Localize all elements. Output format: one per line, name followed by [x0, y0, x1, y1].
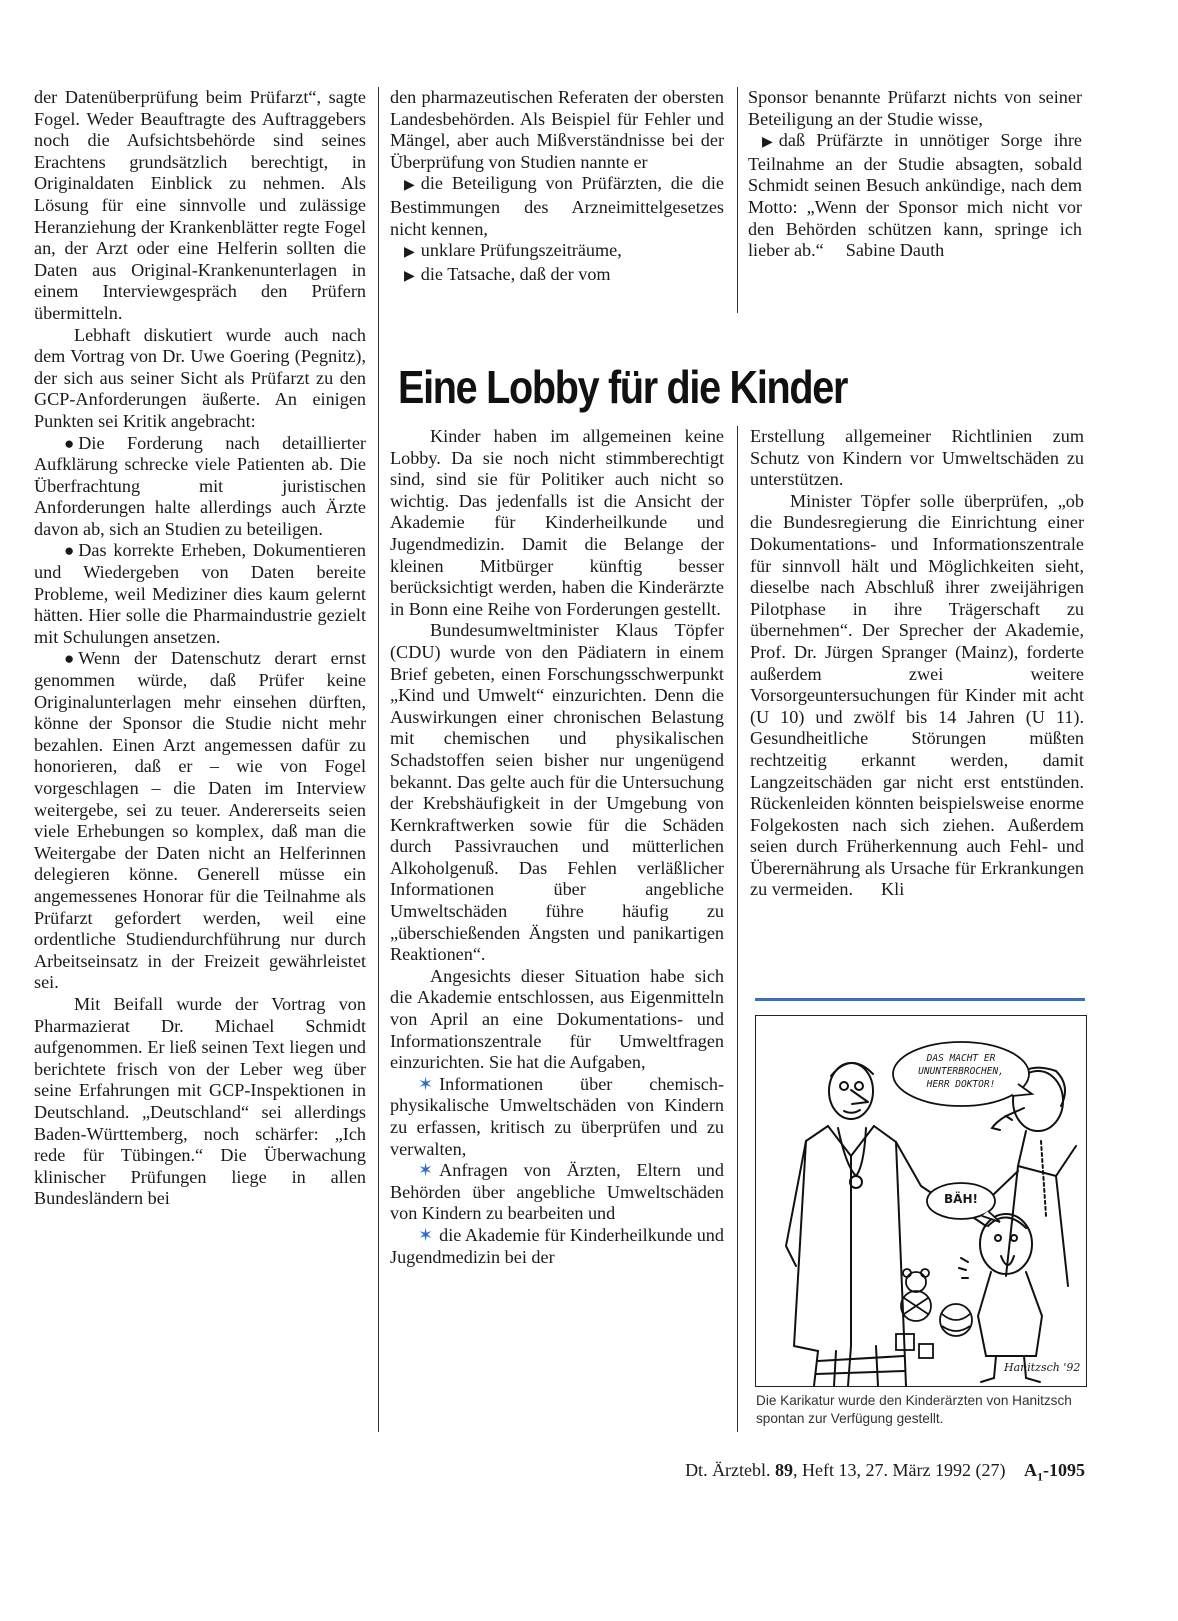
paragraph: Lebhaft diskutiert wurde auch nach dem Vortrag von Dr. Uwe Goering (Pegnitz), der sich aus seiner Sicht als Prüfarzt zu den GCP-Anforderungen äußerte. An einigen Punkten sei Kritik angebracht: [34, 324, 366, 431]
bullet-item: ● Die Forderung nach detaillierter Aufklärung schrecke viele Patienten ab. Die Überfrachtung mit juristischen Anforderungen halte allerdings auch Ärzte davon ab, sich an Studien zu beteiligen. [34, 432, 366, 539]
triangle-bullet-icon: ▶ [762, 135, 773, 151]
bullet-item: ▶ die Tatsache, daß der vom [390, 264, 724, 288]
triangle-bullet-icon: ▶ [404, 245, 415, 261]
page-number: -1095 [1043, 1460, 1085, 1480]
journal-name: Dt. Ärztebl. [685, 1460, 771, 1480]
blue-divider [755, 998, 1085, 1001]
bullet-item: ▶ unklare Prüfungszeiträume, [390, 240, 724, 264]
page-footer [640, 1459, 1085, 1488]
paragraph: der Datenüberprüfung beim Prüfarzt“, sagte Fogel. Weder Beauftragte des Auftraggebers noch die Aufsichtsbehörde sind seines Erachtens grundsätzlich berechtigt, in Originaldaten Einblick zu nehmen. Als Lösung für eine sinnvolle und zulässige Heranziehung der Krankenblätter regte Fogel an, der Arzt oder eine Helferin sollten die Daten aus Original-Krankenunterlagen in einem Interviewgespräch den Prüfern übermitteln. [34, 87, 366, 323]
paragraph: Minister Töpfer solle überprüfen, „ob die Bundesregierung die Einrichtung einer Dokumentations- und Informationszentrale für sinnvoll hält und Möglichkeiten sieht, dieselbe nach Abschluß ihrer zweijährigen Pilotphase in ihre Trägerschaft zu übernehmen“. Der Sprecher der Akademie, Prof. Dr. Jürgen Spranger (Mainz), forderte außerdem zwei weitere Vorsorgeuntersuchungen für Kinder mit acht (U 10) und zwölf bis 14 Jahren (U 11). Gesundheitliche Störungen müßten rechtzeitig erkannt werden, damit Langzeitschäden gar nicht erst entstünden. Rückenleiden könnten beispielsweise enorme Folgekosten nach sich ziehen. Außerdem seien durch Früherkennung auch Fehl- und Überernährung als Ursache für Erkrankungen zu vermeiden. Kli [750, 490, 1084, 900]
paragraph: Erstellung allgemeiner Richtlinien zum Schutz von Kindern vor Umweltschäden zu unterstützen. [750, 426, 1084, 490]
triangle-bullet-icon: ▶ [404, 268, 415, 284]
column-3-top [748, 87, 1082, 262]
issue-info: , Heft 13, 27. März 1992 (27) [793, 1460, 1006, 1480]
star-bullet-icon: ✶ [418, 1160, 434, 1181]
paragraph: Kinder haben im allgemeinen keine Lobby. Da sie noch nicht stimmberechtigt sind, sind sie für Politiker auch nicht so wichtig. Das jedenfalls ist die Ansicht der Akademie für Kinderheilkunde und Jugendmedizin. Damit die Belange der kleinen Mitbürger künftig besser berücksichtigt werden, haben die Kinderärzte in Bonn eine Reihe von Forderungen gestellt. [390, 426, 724, 619]
column-2 [390, 426, 724, 1268]
paragraph: Sponsor benannte Prüfarzt nichts von seiner Beteiligung an der Studie wisse, [748, 87, 1082, 129]
column-divider [737, 426, 738, 1432]
bullet-item: ▶ daß Prüfärzte in unnötiger Sorge ihre Teilnahme an der Studie absagten, sobald Schmidt seinen Besuch ankündige, nach dem Motto: „Wenn der Sponsor mich nicht vor den Behörden schützen kann, springe ich lieber ab.“ Sabine Dauth [748, 130, 1082, 261]
bullet-item: ▶ die Beteiligung von Prüfärzten, die die Bestimmungen des Arzneimittelgesetzes nicht kennen, [390, 173, 724, 239]
author: Sabine Dauth [845, 240, 945, 261]
star-bullet-icon: ✶ [418, 1224, 434, 1245]
bullet-item: ✶ Anfragen von Ärzten, Eltern und Behörden über angebliche Umweltschäden von Kindern zu bearbeiten und [390, 1160, 724, 1224]
page-sub: 1 [1037, 1469, 1043, 1484]
artist-signature: Hanitzsch '92 [1004, 1361, 1081, 1374]
column-1 [34, 87, 366, 1210]
column-divider [737, 87, 738, 313]
page-prefix: A [1024, 1460, 1037, 1480]
speech-bubble-text: BÄH! [944, 1192, 978, 1206]
speech-bubble-text: DAS MACHT ER UNUNTERBROCHEN, HERR DOKTOR! [918, 1053, 1004, 1090]
paragraph: Mit Beifall wurde der Vortrag von Pharmazierat Dr. Michael Schmidt aufgenommen. Er ließ seinen Text liegen und berichtete frisch von der Leber weg über seine Erfahrungen mit GCP-Inspektionen in Deutschland. „Deutschland“ sei allerdings Baden-Württemberg, noch schärfer: „Ich rede für Tübingen.“ Die Überwachung klinischer Prüfungen liege in allen Bundesländern bei [34, 993, 366, 1209]
bullet-item: ✶ Informationen über chemisch-physikalische Umweltschäden von Kindern zu erfassen, kritisch zu überprüfen und zu verwalten, [390, 1073, 724, 1159]
article-headline: Eine Lobby für die Kinder [398, 361, 848, 413]
star-bullet-icon: ✶ [418, 1073, 434, 1094]
cartoon-caption: Die Karikatur wurde den Kinderärzten von Hanitzsch spontan zur Verfügung gestellt. [756, 1393, 1072, 1426]
bullet-item: ● Wenn der Datenschutz derart ernst genommen würde, daß Prüfer keine Originalunterlagen mehr einsehen dürften, könne der Sponsor die Studie nicht mehr bezahlen. Einen Arzt angemessen dafür zu honorieren, daß er – wie von Fogel vorgeschlagen – die Daten im Interview weitergebe, sei zu teuer. Andererseits seien viele Erhebungen so komplex, daß man die Weitergabe der Daten nicht an Helferinnen delegieren könne. Generell müsse ein angemessenes Honorar für die Teilnahme als Prüfarzt gefordert werden, weil eine ordentliche Studiendurchführung nur durch Arbeitseinsatz in der Freizeit gewährleistet sei. [34, 648, 366, 993]
triangle-bullet-icon: ▶ [404, 178, 415, 194]
bullet-dot-icon: ● [64, 649, 75, 669]
paragraph: den pharmazeutischen Referaten der obersten Landesbehörden. Als Beispiel für Fehler und Mängel, aber auch Mißverständnisse bei der Überprüfung von Studien nannte er [390, 87, 724, 172]
column-divider [378, 87, 379, 1432]
bullet-dot-icon: ● [64, 541, 75, 561]
paragraph: Bundesumweltminister Klaus Töpfer (CDU) wurde von den Pädiatern in einem Brief gebeten, einen Forschungsschwerpunkt „Kind und Umwelt“ einzurichten. Denn die Auswirkungen einer chronischen Belastung mit chemischen und physikalischen Schadstoffen seien bisher nur ungenügend bekannt. Das gelte auch für die Untersuchung der Krebshäufigkeit in der Umgebung von Kernkraftwerken sowie für die Schäden durch Passivrauchen und mütterlichen Alkoholgenuß. Das Fehlen verläßlicher Informationen über angebliche Umweltschäden führe häufig zu „überschießenden Ängsten und panikartigen Reaktionen“. [390, 620, 724, 965]
cartoon-illustration [755, 1015, 1087, 1387]
column-2-top [390, 87, 724, 287]
bullet-dot-icon: ● [64, 433, 75, 453]
column-3 [750, 426, 1084, 901]
volume-number: 89 [775, 1460, 794, 1480]
bullet-item: ● Das korrekte Erheben, Dokumentieren und Wiedergeben von Daten bereite Probleme, weil Mediziner dies kaum gelernt hätten. Hier solle die Pharmaindustrie gezielt mit Schulungen ansetzen. [34, 540, 366, 647]
paragraph: Angesichts dieser Situation habe sich die Akademie entschlossen, aus Eigenmitteln von April an eine Dokumentations- und Informationszentrale für Umweltfragen einzurichten. Sie hat die Aufgaben, [390, 965, 724, 1073]
bullet-item: ✶ die Akademie für Kinderheilkunde und Jugendmedizin bei der [390, 1224, 724, 1267]
author: Kli [881, 879, 905, 900]
